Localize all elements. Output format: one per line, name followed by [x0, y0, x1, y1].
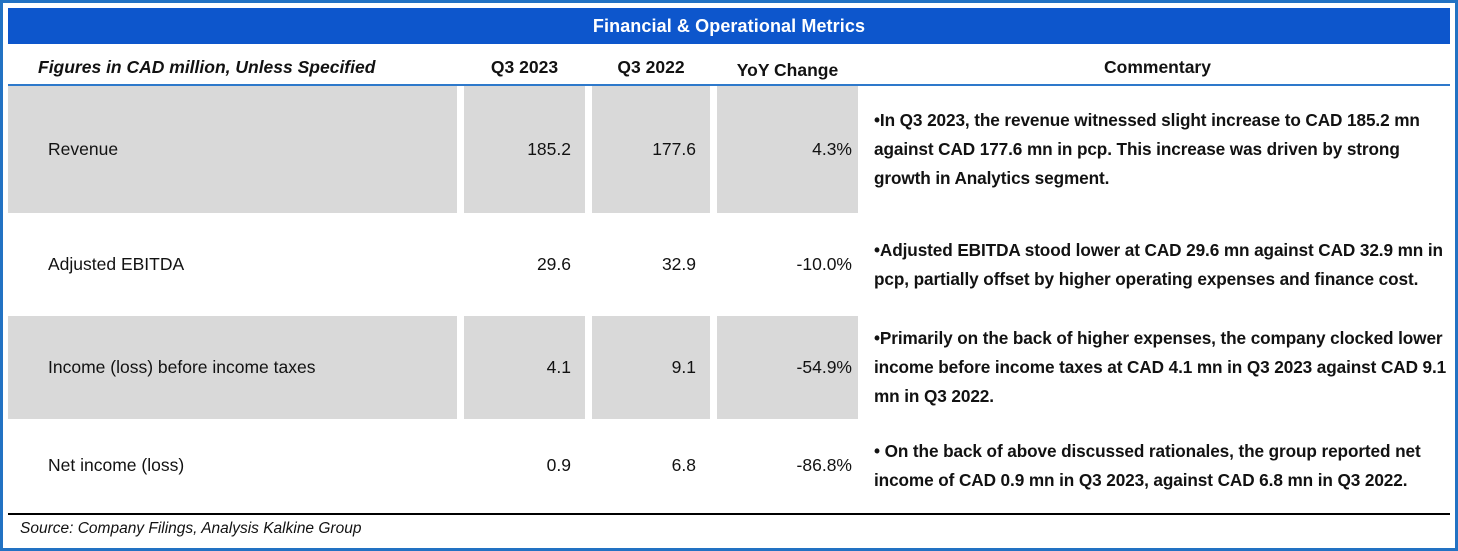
column-header-q3-2022: Q3 2022	[617, 56, 685, 77]
table-row	[8, 419, 1450, 512]
q3-2023-value: 29.6	[536, 254, 571, 274]
source-note: Source: Company Filings, Analysis Kalkine Group	[20, 520, 362, 537]
metric-name-cell: Revenue	[8, 86, 457, 213]
q3-2022-value: 6.8	[671, 455, 696, 475]
q3-2023-value: 0.9	[546, 455, 571, 475]
column-header-metric: Figures in CAD million, Unless Specified	[38, 56, 376, 77]
table-header-row	[8, 50, 1450, 84]
yoy-change-value: -86.8%	[796, 455, 852, 475]
q3-2023-value: 4.1	[464, 316, 585, 419]
q3-2022-value: 32.9	[661, 254, 696, 274]
table-row	[8, 316, 1450, 419]
commentary-cell: • On the back of above discussed rationales, the group reported net income of CAD 0.9 mn in Q3 2023, against CAD 6.8 mn in Q3 2022.	[874, 440, 1421, 490]
metric-name-cell: Adjusted EBITDA	[48, 254, 185, 274]
yoy-change-value: 4.3%	[717, 86, 858, 213]
source-note-row	[8, 515, 1450, 543]
commentary-cell: •Adjusted EBITDA stood lower at CAD 29.6 mn against CAD 32.9 mn in pcp, partially offset by higher operating expenses and finance cost.	[874, 239, 1443, 289]
column-header-commentary: Commentary	[1104, 56, 1211, 77]
metric-name-cell: Income (loss) before income taxes	[8, 316, 457, 419]
table-title-bar	[8, 8, 1450, 44]
commentary-cell: •In Q3 2023, the revenue witnessed slight increase to CAD 185.2 mn against CAD 177.6 mn in pcp. This increase was driven by strong growth in Analytics segment.	[874, 110, 1420, 188]
table-body	[8, 86, 1450, 513]
yoy-change-value: -10.0%	[796, 254, 852, 274]
column-header-yoy-change: YoY Change	[736, 59, 839, 80]
column-header-q3-2023: Q3 2023	[490, 56, 559, 77]
q3-2023-value: 185.2	[464, 86, 585, 213]
table-title: Financial & Operational Metrics	[592, 15, 866, 36]
table-row	[8, 86, 1450, 213]
commentary-cell: •Primarily on the back of higher expenses, the company clocked lower income before income taxes at CAD 4.1 mn in Q3 2023 against CAD 9.1 mn in Q3 2022.	[874, 328, 1447, 406]
table-row	[8, 213, 1450, 316]
yoy-change-value: -54.9%	[717, 316, 858, 419]
metric-name-cell: Net income (loss)	[48, 455, 185, 475]
q3-2022-value: 9.1	[592, 316, 710, 419]
q3-2022-value: 177.6	[592, 86, 710, 213]
